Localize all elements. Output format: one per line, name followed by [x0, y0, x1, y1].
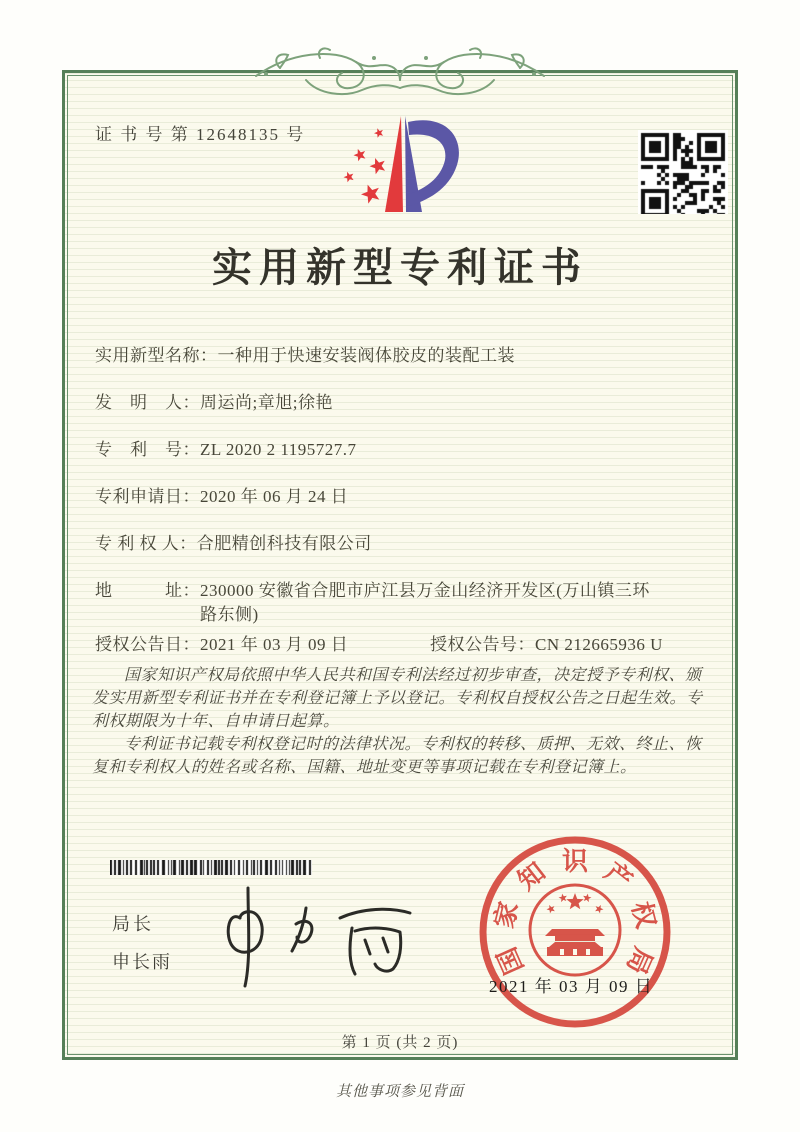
field-value: 2020 年 06 月 24 日	[200, 487, 349, 506]
field-value: 230000 安徽省合肥市庐江县万金山经济开发区(万山镇三环路东侧)	[200, 581, 650, 624]
svg-text:产: 产	[599, 856, 639, 896]
field-row-patentee	[95, 532, 652, 556]
field-label: 专 利 号：	[95, 440, 200, 459]
signer-name: 申长雨	[112, 952, 172, 972]
grant-date-label: 授权公告日：	[95, 635, 200, 654]
cnipa-logo-icon	[330, 108, 475, 238]
field-value: 一种用于快速安装阀体胶皮的装配工装	[217, 346, 515, 365]
page-indicator: 第 1 页 (共 2 页)	[341, 1035, 459, 1051]
field-row-inventors	[95, 391, 655, 415]
field-value: ZL 2020 2 1195727.7	[200, 440, 357, 459]
field-row-filing-date	[95, 485, 655, 509]
grant-number-label: 授权公告号：	[430, 635, 535, 654]
field-label: 专利申请日：	[95, 487, 200, 506]
back-note: 其他事项参见背面	[335, 1084, 464, 1100]
svg-text:识: 识	[561, 846, 589, 876]
legal-paragraph: 专利证书记载专利权登记时的法律状况。专利权的转移、质押、无效、终止、恢复和专利权人的姓名或名称、国籍、地址变更等事项记载在专利登记簿上。	[92, 736, 702, 776]
grant-row	[95, 630, 663, 655]
svg-text:国: 国	[491, 942, 530, 979]
official-red-seal-icon	[477, 834, 673, 1030]
field-label: 地 址：	[95, 581, 200, 600]
svg-text:知: 知	[511, 856, 551, 896]
qr-code	[638, 130, 728, 214]
field-label: 专 利 权 人：	[95, 534, 197, 553]
field-row-name	[95, 344, 673, 368]
field-label: 实用新型名称：	[95, 346, 218, 365]
seal-date: 2021 年 03 月 09 日	[489, 977, 654, 996]
dragon-flourish-icon	[250, 40, 550, 104]
handwritten-signature-icon	[212, 880, 422, 990]
certificate-title: 实用新型专利证书	[212, 245, 588, 290]
grant-number-value: CN 212665936 U	[535, 635, 663, 654]
barcode	[110, 860, 312, 875]
field-label: 发 明 人：	[95, 393, 200, 412]
signer-title: 局长	[112, 914, 154, 934]
field-value: 周运尚;章旭;徐艳	[200, 393, 333, 412]
svg-text:家: 家	[488, 898, 524, 932]
field-value: 合肥精创科技有限公司	[196, 534, 372, 553]
svg-text:局: 局	[620, 942, 659, 979]
field-row-patent-number	[95, 438, 655, 462]
grant-date-value: 2021 年 03 月 09 日	[200, 635, 349, 654]
legal-paragraph: 国家知识产权局依照中华人民共和国专利法经过初步审查，决定授予专利权、颁发实用新型专利证书并在专利登记簿上予以登记。专利权自授权公告之日起生效。专利权期限为十年、自申请日起算。	[92, 667, 703, 730]
legal-text-block	[92, 664, 714, 779]
field-row-address	[95, 579, 655, 627]
certificate-number: 证 书 号 第 12648135 号	[95, 125, 306, 144]
svg-text:权: 权	[626, 898, 662, 932]
